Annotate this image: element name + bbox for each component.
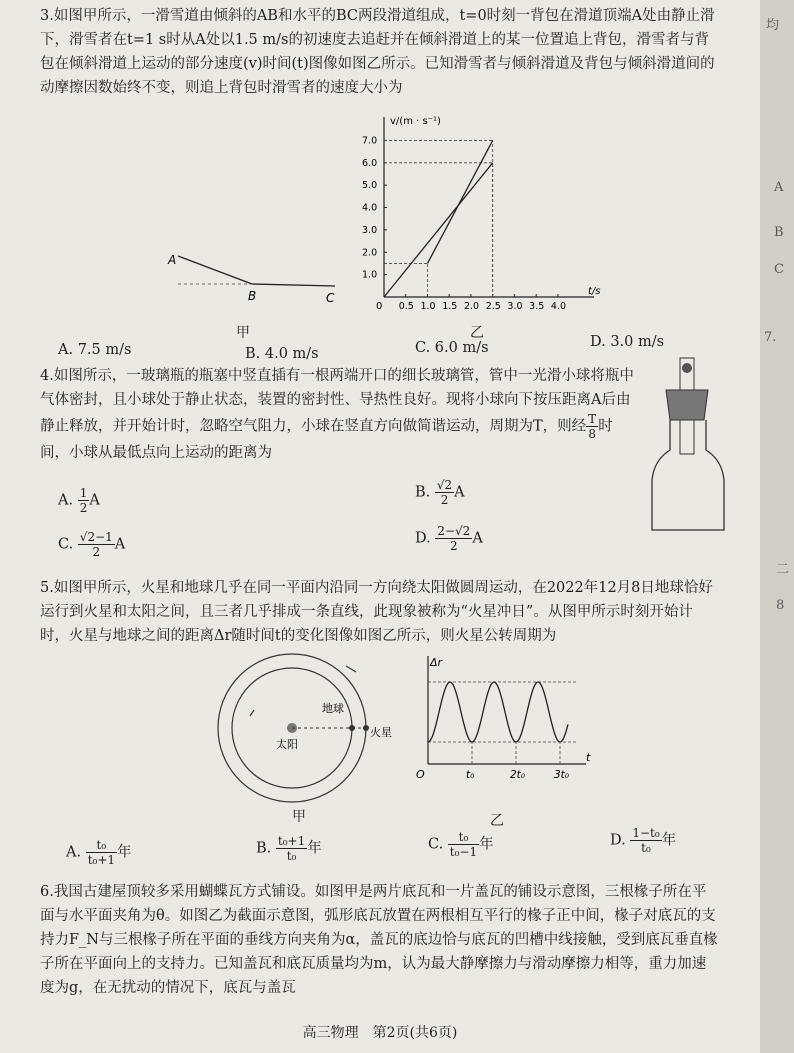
mars-dot — [363, 725, 369, 731]
q4-option-a[interactable]: A. $\frac{1}{2}$ A — [58, 486, 100, 515]
q5-caption-jia: 甲 — [292, 809, 306, 825]
q5-option-b[interactable]: B. $\frac{\text{t₀+1}}{\text{t₀}}$ 年 — [256, 834, 322, 863]
q3-option-a[interactable]: A. 7.5 m/s — [58, 342, 132, 358]
y-tick-label: 5.0 — [362, 180, 378, 192]
q4-time-fraction: $\frac{T}{8}$ — [588, 412, 597, 441]
x-tick-label: 1.0 — [420, 301, 436, 312]
label-b: B — [248, 289, 257, 303]
q5-option-c[interactable]: C. $\frac{\text{t₀}}{\text{t₀−1}}$ 年 — [428, 830, 494, 859]
t-tick-label: 2t₀ — [510, 769, 526, 781]
series-line-1 — [384, 163, 493, 297]
q3-option-b[interactable]: B. 4.0 m/s — [245, 346, 319, 362]
q3-caption-yi: 乙 — [470, 325, 484, 341]
q4-option-b[interactable]: B. $\frac{√2}{2}$ A — [415, 478, 465, 507]
q5-option-d[interactable]: D. $\frac{\text{1−t₀}}{\text{t₀}}$ 年 — [610, 826, 677, 855]
q4-bottle-figure — [640, 350, 740, 540]
q3-caption-jia: 甲 — [236, 325, 250, 341]
q5-distance-chart — [412, 652, 592, 792]
distance-curve — [428, 682, 568, 742]
q5-caption-yi: 乙 — [490, 813, 504, 829]
q3-vt-chart — [356, 112, 616, 317]
x-tick-label: 1.5 — [442, 301, 458, 312]
y-tick-label: 4.0 — [362, 202, 378, 214]
q3-option-c[interactable]: C. 6.0 m/s — [415, 340, 489, 356]
question-3-text: 3.如图甲所示，一滑雪道由倾斜的AB和水平的BC两段滑道组成，t=0时刻一背包在滑道顶端A处由静止滑下，滑雪者在t=1 s时从A处以1.5 m/s的初速度去追赶并在倾斜滑道上的某一位置追上背包，滑雪者与背包在倾斜滑道上运动的部分速度(v)时间(t)图像如图乙所示。已知滑雪者与倾斜滑道及背包与倾斜滑道间的动摩擦因数始终不变，则追上背包时滑雪者的速度大小为 — [40, 8, 715, 96]
sun-label: 太阳 — [276, 738, 298, 751]
q3-option-d[interactable]: D. 3.0 m/s — [590, 334, 665, 350]
q3-figure-jia — [160, 240, 350, 320]
t-axis-label: t — [586, 751, 591, 764]
q4-option-d[interactable]: D. $\frac{2-√2}{2}$ A — [415, 524, 483, 553]
series-line-2 — [427, 140, 492, 263]
y-tick-label: 7.0 — [362, 135, 378, 147]
bottle-body — [652, 420, 724, 530]
earth-dot — [349, 725, 355, 731]
delta-r-label: Δr — [430, 656, 443, 669]
label-a: A — [168, 253, 177, 267]
x-axis-label: t/s — [588, 286, 601, 297]
label-c: C — [326, 291, 335, 305]
q5-option-a[interactable]: A. $\frac{\text{t₀}}{\text{t₀+1}}$ 年 — [66, 838, 132, 867]
slope-ab — [178, 256, 252, 284]
q5-orbit-figure — [210, 650, 410, 810]
y-tick-label: 6.0 — [362, 157, 378, 169]
x-tick-label: 3.5 — [529, 301, 545, 312]
y-tick-label: 1.0 — [362, 269, 378, 281]
y-tick-label: 2.0 — [362, 247, 378, 259]
question-4-text — [40, 364, 640, 465]
ball — [682, 363, 692, 373]
x-tick-label: 2.5 — [485, 301, 501, 312]
question-6-text: 6.我国古建屋顶较多采用蝴蝶瓦方式铺设。如图甲是两片底瓦和一片盖瓦的铺设示意图，三根椽子所在平面与水平面夹角为θ。如图乙为截面示意图，弧形底瓦放置在两根相互平行的椽子正中间，椽子对底瓦的支持力F_N与三根椽子所在平面的垂线方向夹角为α，盖瓦的底边恰与底瓦的凹槽中线接触，受到底瓦垂直椽子所在平面向上的支持力。已知盖瓦和底瓦质量均为m，认为最大静摩擦力与滑动摩擦力相等，重力加速度为g，在无扰动的情况下，底瓦与盖瓦 — [40, 884, 718, 996]
mars-label: 火星 — [370, 726, 392, 739]
t-tick-label: 3t₀ — [554, 769, 570, 781]
t-tick-label: t₀ — [466, 769, 475, 781]
y-axis-label: v/(m · s⁻¹) — [390, 116, 441, 127]
x-tick-label: 4.0 — [550, 301, 567, 312]
next-page-edge: 均 A B C 7. 二 8 — [760, 0, 794, 1053]
q4-text-after: 时间，小球从最低点向上运动的距离为 — [40, 418, 613, 461]
x-tick-label: 0.5 — [398, 301, 414, 312]
y-tick-label: 3.0 — [362, 224, 378, 236]
page-footer: 高三物理 第2页(共6页) — [302, 1025, 458, 1041]
earth-label: 地球 — [322, 702, 344, 715]
origin-label: O — [416, 768, 425, 781]
q4-text-before: 4.如图所示，一玻璃瓶的瓶塞中竖直插有一根两端开口的细长玻璃管，管中一光滑小球将瓶中气体密封，且小球处于静止状态，装置的密封性、导热性良好。现将小球向下按压距离A后由静止释放，并开始计时，忽略空气阻力，小球在竖直方向做简谐运动，周期为T，则经 — [40, 368, 634, 435]
x-tick-label: 2.0 — [463, 301, 480, 312]
origin-label: 0 — [376, 301, 383, 312]
flat-bc — [252, 284, 335, 286]
q4-option-c[interactable]: C. $\frac{√2-1}{2}$ A — [58, 530, 126, 559]
stopper — [666, 390, 708, 420]
x-tick-label: 3.0 — [507, 301, 523, 312]
question-5-text: 5.如图甲所示，火星和地球几乎在同一平面内沿同一方向绕太阳做圆周运动，在2022年12月8日地球恰好运行到火星和太阳之间，且三者几乎排成一条直线，此现象被称为“火星冲日”。从图甲所示时刻开始计时，火星与地球之间的距离Δr随时间t的变化图像如图乙所示，则火星公转周期为 — [40, 580, 713, 644]
